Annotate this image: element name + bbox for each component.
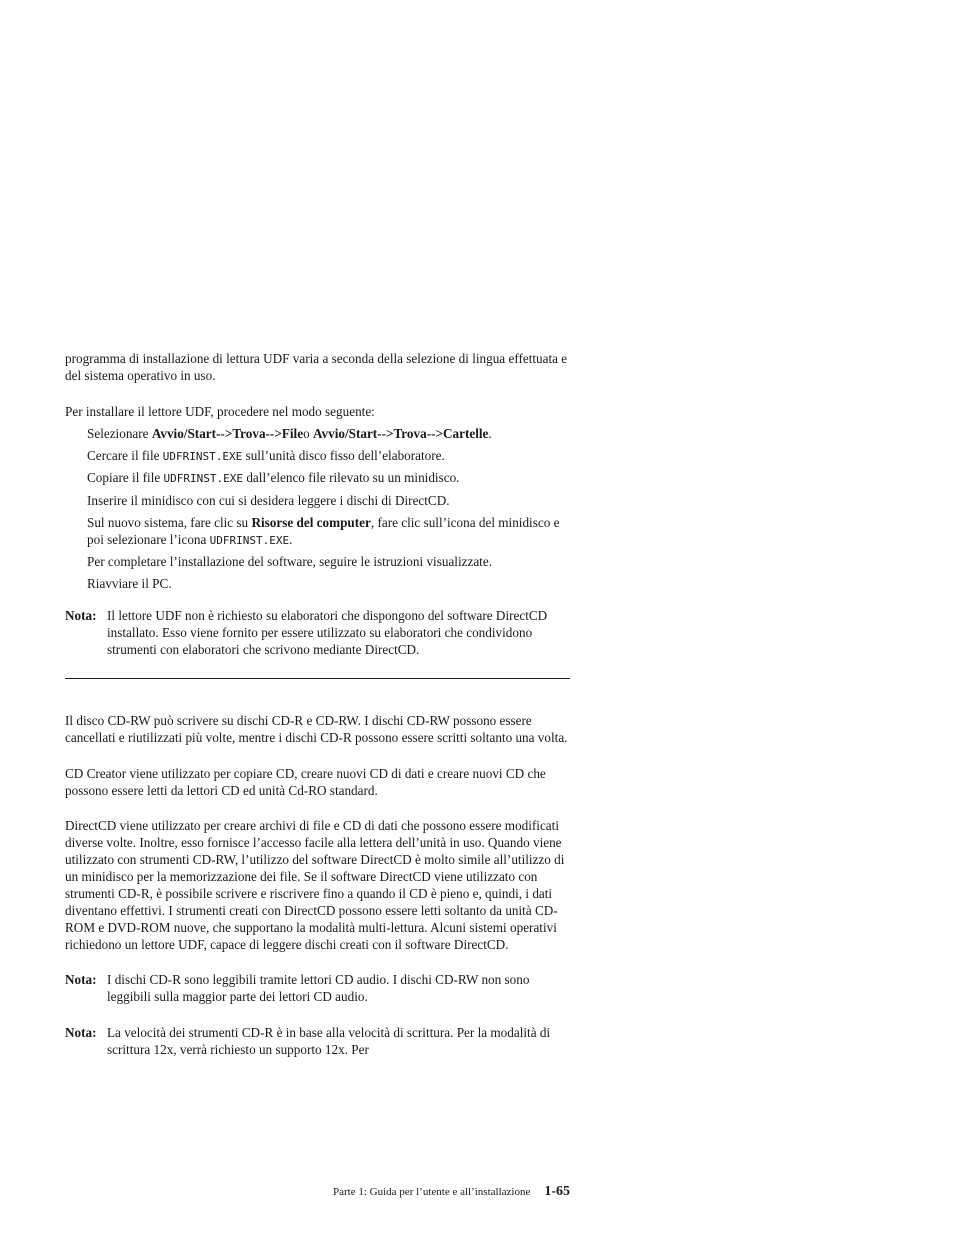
step-1	[87, 425, 570, 442]
footer-title: Parte 1: Guida per l’utente e all’installazione	[333, 1186, 531, 1198]
cd-creator-paragraph: CD Creator viene utilizzato per copiare CD, creare nuovi CD di dati e creare nuovi CD che possono essere letti da lettori CD ed unità Cd-RO standard.	[65, 766, 546, 799]
step-1-path-file: Avvio/Start-->Trova-->File	[151, 426, 304, 441]
step-1-or: o	[303, 426, 313, 441]
step-5-mid: , fare clic sull’icona del minidisco e poi selezionare l’icona	[87, 514, 560, 547]
step-1-pre: Selezionare	[87, 426, 152, 441]
step-6: Per completare l’installazione del software, seguire le istruzioni visualizzate.	[87, 554, 492, 570]
step-5-post: .	[289, 531, 293, 547]
step-5	[87, 514, 570, 549]
note-label: Nota:	[65, 1025, 97, 1041]
step-3-filename: UDFRINST.EXE	[163, 472, 244, 486]
step-7: Riavviare il PC.	[87, 576, 172, 592]
step-2-filename: UDFRINST.EXE	[162, 449, 243, 463]
step-1-path-folders: Avvio/Start-->Trova-->Cartelle	[312, 426, 489, 441]
step-3-pre: Copiare il file	[87, 470, 164, 486]
step-5-pre: Sul nuovo sistema, fare clic su	[87, 514, 252, 530]
step-5-filename: UDFRINST.EXE	[209, 533, 290, 547]
note-text: La velocità dei strumenti CD-R è in base alla velocità di scrittura. Per la modalità di scrittura 12x, verrà richiesto un supporto 12x. Per	[107, 1025, 551, 1058]
step-2-pre: Cercare il file	[87, 447, 163, 463]
install-intro: Per installare il lettore UDF, procedere nel modo seguente:	[65, 404, 375, 419]
cdrw-paragraph: Il disco CD-RW può scrivere su dischi CD-R e CD-RW. I dischi CD-RW possono essere cancellati e riutilizzati più volte, mentre i dischi CD-R possono essere scritti soltanto una volta.	[65, 713, 568, 746]
intro-paragraph: programma di installazione di lettura UDF varia a seconda della selezione di lingua effettuata e del sistema operativo in uso.	[65, 351, 568, 383]
note-label: Nota:	[65, 608, 97, 624]
note-cdr-audio	[65, 971, 570, 1005]
step-2-post: sull’unità disco fisso dell’elaboratore.	[242, 447, 445, 463]
step-2	[87, 447, 570, 465]
step-3-post: dall’elenco file rilevato su un minidisco.	[243, 470, 460, 486]
page-body	[65, 350, 570, 1058]
note-cdr-speed	[65, 1024, 570, 1058]
step-3	[87, 469, 570, 487]
step-1-post: .	[488, 426, 492, 441]
step-4: Inserire il minidisco con cui si desidera leggere i dischi di DirectCD.	[87, 493, 450, 509]
note-label: Nota:	[65, 972, 97, 988]
directcd-paragraph: DirectCD viene utilizzato per creare archivi di file e CD di dati che possono essere modificati diverse volte. Inoltre, esso fornisce l’accesso facile alla lettera dell’unità in uso. Quando viene utilizzato con strumenti CD-RW, l’utilizzo del software DirectCD è molto simile all’utilizzo di un minidisco per la memorizzazione dei file. Se il software DirectCD viene utilizzato con strumenti CD-R, è possibile scrivere e riscrivere fino a quando il CD è pieno e, quindi, i dati diventano effettivi. I strumenti creati con DirectCD possono essere letti soltanto da unità CD-ROM e DVD-ROM nuove, che supportano la modalità multi-lettura. Alcuni sistemi operativi richiedono un lettore UDF, capace di leggere dischi creati con il software DirectCD.	[65, 818, 565, 953]
step-5-my-computer: Risorse del computer	[251, 514, 371, 530]
note-udf-reader	[65, 607, 570, 658]
page-footer	[65, 1182, 570, 1201]
section-divider	[65, 678, 570, 679]
page-number: 1-65	[544, 1184, 570, 1199]
note-text: I dischi CD-R sono leggibili tramite lettori CD audio. I dischi CD-RW non sono leggibili sulla maggior parte dei lettori CD audio.	[107, 972, 530, 1005]
note-text: Il lettore UDF non è richiesto su elaboratori che dispongono del software DirectCD installato. Esso viene fornito per essere utilizzato su elaboratori che condividono strumenti con elaboratori che scrivono mediante DirectCD.	[107, 608, 548, 658]
install-steps	[65, 425, 570, 592]
